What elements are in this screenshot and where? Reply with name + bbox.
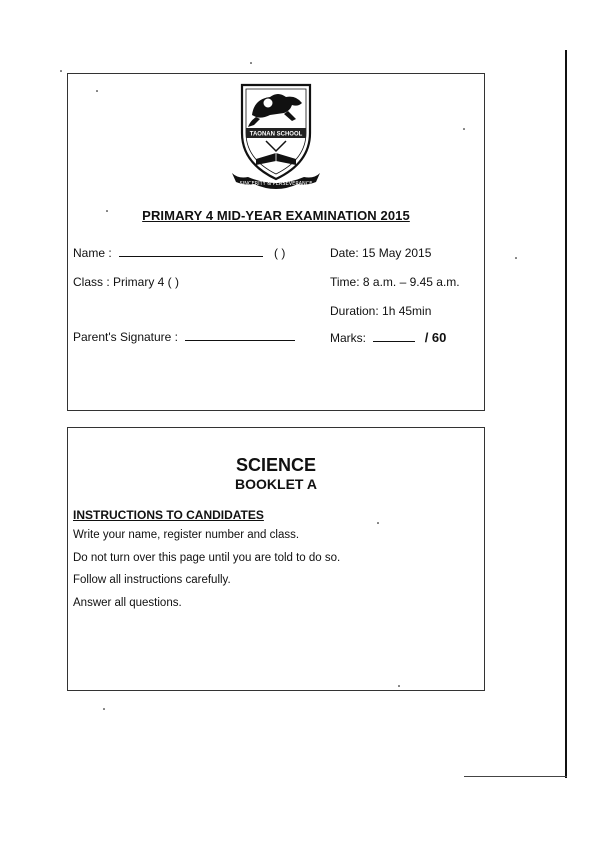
scan-speck: [463, 128, 465, 130]
instruction-item: Follow all instructions carefully.: [73, 574, 231, 586]
scan-speck: [377, 522, 379, 524]
instructions-heading: INSTRUCTIONS TO CANDIDATES: [73, 508, 264, 522]
exam-title: PRIMARY 4 MID-YEAR EXAMINATION 2015: [142, 208, 410, 223]
scan-speck: [103, 708, 105, 710]
scan-speck: [398, 685, 400, 687]
signature-label: Parent's Signature :: [73, 330, 179, 344]
name-label: Name :: [73, 246, 112, 260]
scan-speck: [60, 70, 62, 72]
parent-signature-field[interactable]: [73, 330, 295, 344]
instruction-item: Do not turn over this page until you are told to do so.: [73, 551, 341, 564]
instruction-item: Answer all questions.: [73, 596, 182, 609]
scan-speck: [106, 210, 108, 212]
name-line[interactable]: [119, 246, 263, 257]
crest-motto: SINCERITY & PERSEVERANCE: [239, 181, 313, 187]
scan-speck: [96, 90, 98, 92]
class-label: Class : Primary 4 ( ): [73, 275, 180, 289]
scan-speck: [250, 62, 252, 64]
instruction-item: Write your name, register number and class.: [73, 529, 300, 541]
register-number-paren: ( ): [274, 246, 286, 260]
marks-label: Marks:: [330, 331, 366, 345]
page-edge-right: [565, 50, 567, 778]
instructions-list: [73, 528, 340, 618]
marks-total: / 60: [424, 330, 447, 345]
marks-line[interactable]: [373, 331, 415, 342]
duration-label: Duration: 1h 45min: [330, 304, 432, 318]
school-crest-logo: [226, 81, 326, 194]
subject-title: SCIENCE: [235, 455, 316, 475]
marks-field: [330, 330, 446, 345]
booklet-title: BOOKLET A: [235, 476, 317, 492]
time-label: Time: 8 a.m. – 9.45 a.m.: [330, 275, 460, 289]
name-field[interactable]: [73, 246, 263, 260]
signature-line[interactable]: [185, 330, 295, 341]
crest-banner-text: TAONAN SCHOOL: [249, 131, 303, 138]
date-label: Date: 15 May 2015: [330, 246, 432, 260]
scan-speck: [515, 257, 517, 259]
page-edge-bottom: [464, 776, 567, 777]
